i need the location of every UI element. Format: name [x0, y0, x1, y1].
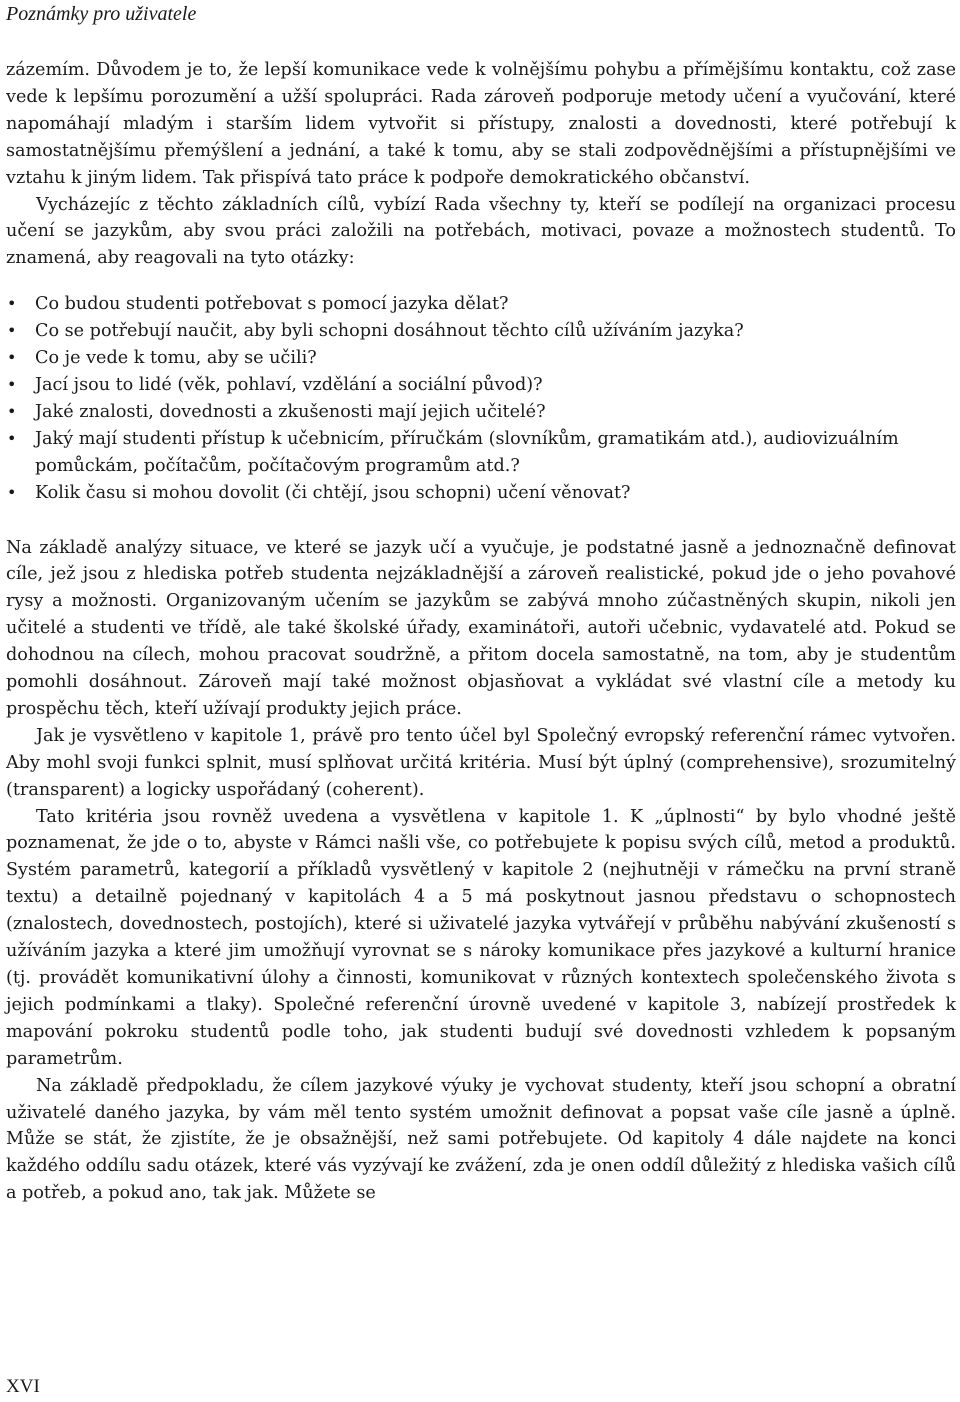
- body-text: [6, 57, 956, 1207]
- list-item: [6, 372, 956, 399]
- list-item-text: Jaký mají studenti přístup k učebnicím, příručkám (slovníkům, gramatikám atd.), audiovizuálním pomůckám, počítačům, počítačovým programům atd.?: [35, 428, 899, 476]
- bullet-icon: •: [7, 321, 17, 341]
- bullet-icon: •: [7, 428, 17, 448]
- paragraph: Na základě předpokladu, že cílem jazykové výuky je vychovat studenty, kteří jsou schopní a obratní uživatelé daného jazyka, by vám měl tento systém umožnit definovat a popsat vaše cíle jasně a úplně. Může se stát, že zjistíte, že je obsažnější, než sami potřebujete. Od kapitoly 4 dále najdete na konci každého oddílu sadu otázek, které vás vyzývají ke zvážení, zda je onen oddíl důležitý z hlediska vašich cílů a potřeb, a pokud ano, tak jak. Můžete se: [6, 1075, 956, 1204]
- paragraph: zázemím. Důvodem je to, že lepší komunikace vede k volnějšímu pohybu a přímějšímu kontaktu, což zase vede k lepšímu porozumění a užší spolupráci. Rada zároveň podporuje metody učení a vyučování, které napomáhají mladým i starším lidem vytvořit si přístupy, znalosti a dovednosti, které potřebují k samostatnějšímu přemýšlení a jednání, a také k tomu, aby se stali zodpovědnějšími a přístupnějšími ve vztahu k jiným lidem. Tak přispívá tato práce k podpoře demokratického občanství.: [6, 60, 956, 188]
- running-header: Poznámky pro uživatele: [6, 3, 197, 25]
- list-item: [6, 399, 956, 426]
- list-item-text: Co budou studenti potřebovat s pomocí jazyka dělat?: [35, 294, 509, 315]
- list-item-text: Kolik času si mohou dovolit (či chtějí, jsou schopni) učení věnovat?: [35, 482, 631, 503]
- list-item: [6, 318, 956, 345]
- bullet-icon: •: [7, 294, 17, 314]
- bullet-icon: •: [7, 348, 17, 368]
- list-item-text: Co je vede k tomu, aby se učili?: [35, 348, 317, 369]
- bullet-icon: •: [7, 482, 17, 502]
- list-item-text: Co se potřebují naučit, aby byli schopni dosáhnout těchto cílů užíváním jazyka?: [35, 321, 744, 342]
- page-number: XVI: [6, 1376, 40, 1397]
- list-item-text: Jací jsou to lidé (věk, pohlaví, vzdělání a sociální původ)?: [35, 374, 543, 395]
- question-list: [6, 291, 956, 506]
- list-item: [6, 291, 956, 318]
- list-item-text: Jaké znalosti, dovednosti a zkušenosti mají jejich učitelé?: [35, 401, 546, 422]
- paragraph: Jak je vysvětleno v kapitole 1, právě pro tento účel byl Společný evropský referenční rámec vytvořen. Aby mohl svoji funkci splnit, musí splňovat určitá kritéria. Musí být úplný (comprehensive), srozumitelný (transparent) a logicky uspořádaný (coherent).: [6, 725, 956, 800]
- list-item: [6, 480, 956, 507]
- paragraph: Tato kritéria jsou rovněž uvedena a vysvětlena v kapitole 1. K „úplnosti“ by bylo vhodné ještě poznamenat, že jde o to, abyste v Rámci našli vše, co potřebujete k popisu svých cílů, metod a produktů. Systém parametrů, kategorií a příkladů vysvětlený v kapitole 2 (nejhutněji v rámečku na první straně textu) a detailně pojednaný v kapitolách 4 a 5 má poskytnout jasnou představu o schopnostech (znalostech, dovednostech, postojích), které si uživatelé jazyka vytvářejí v průběhu nabývání zkušeností s užíváním jazyka a které jim umožňují vyrovnat se s nároky komunikace přes jazykové a kulturní hranice (tj. provádět komunikativní úlohy a činnosti, komunikovat v různých kontextech společenského života s jejich podmínkami a tlaky). Společné referenční úrovně uvedené v kapitole 3, nabízejí prostředek k mapování pokroku studentů podle toho, jak studenti budují své dovednosti vzhledem k popsaným parametrům.: [6, 806, 956, 1069]
- bullet-icon: •: [7, 374, 17, 394]
- list-item: [6, 426, 956, 480]
- bullet-icon: •: [7, 401, 17, 421]
- paragraph: Na základě analýzy situace, ve které se jazyk učí a vyučuje, je podstatné jasně a jednoznačně definovat cíle, jež jsou z hlediska potřeb studenta nejzákladnější a zároveň realistické, pokud jde o jeho povahové rysy a možnosti. Organizovaným učením se jazykům se zabývá mnoho zúčastněných skupin, nikoli jen učitelé a studenti ve třídě, ale také školské úřady, examinátoři, autoři učebnic, vydavatelé atd. Pokud se dohodnou na cílech, mohou pracovat soudržně, a přitom docela samostatně, na tom, aby je studentům pomohli dosáhnout. Zároveň mají také možnost objasňovat a vykládat své vlastní cíle a metody ku prospěchu těch, kteří užívají produkty jejich práce.: [6, 537, 956, 719]
- paragraph: Vycházejíc z těchto základních cílů, vybízí Rada všechny ty, kteří se podílejí na organizaci procesu učení se jazykům, aby svou práci založili na potřebách, motivaci, povaze a možnostech studentů. To znamená, aby reagovali na tyto otázky:: [6, 194, 956, 269]
- list-item: [6, 345, 956, 372]
